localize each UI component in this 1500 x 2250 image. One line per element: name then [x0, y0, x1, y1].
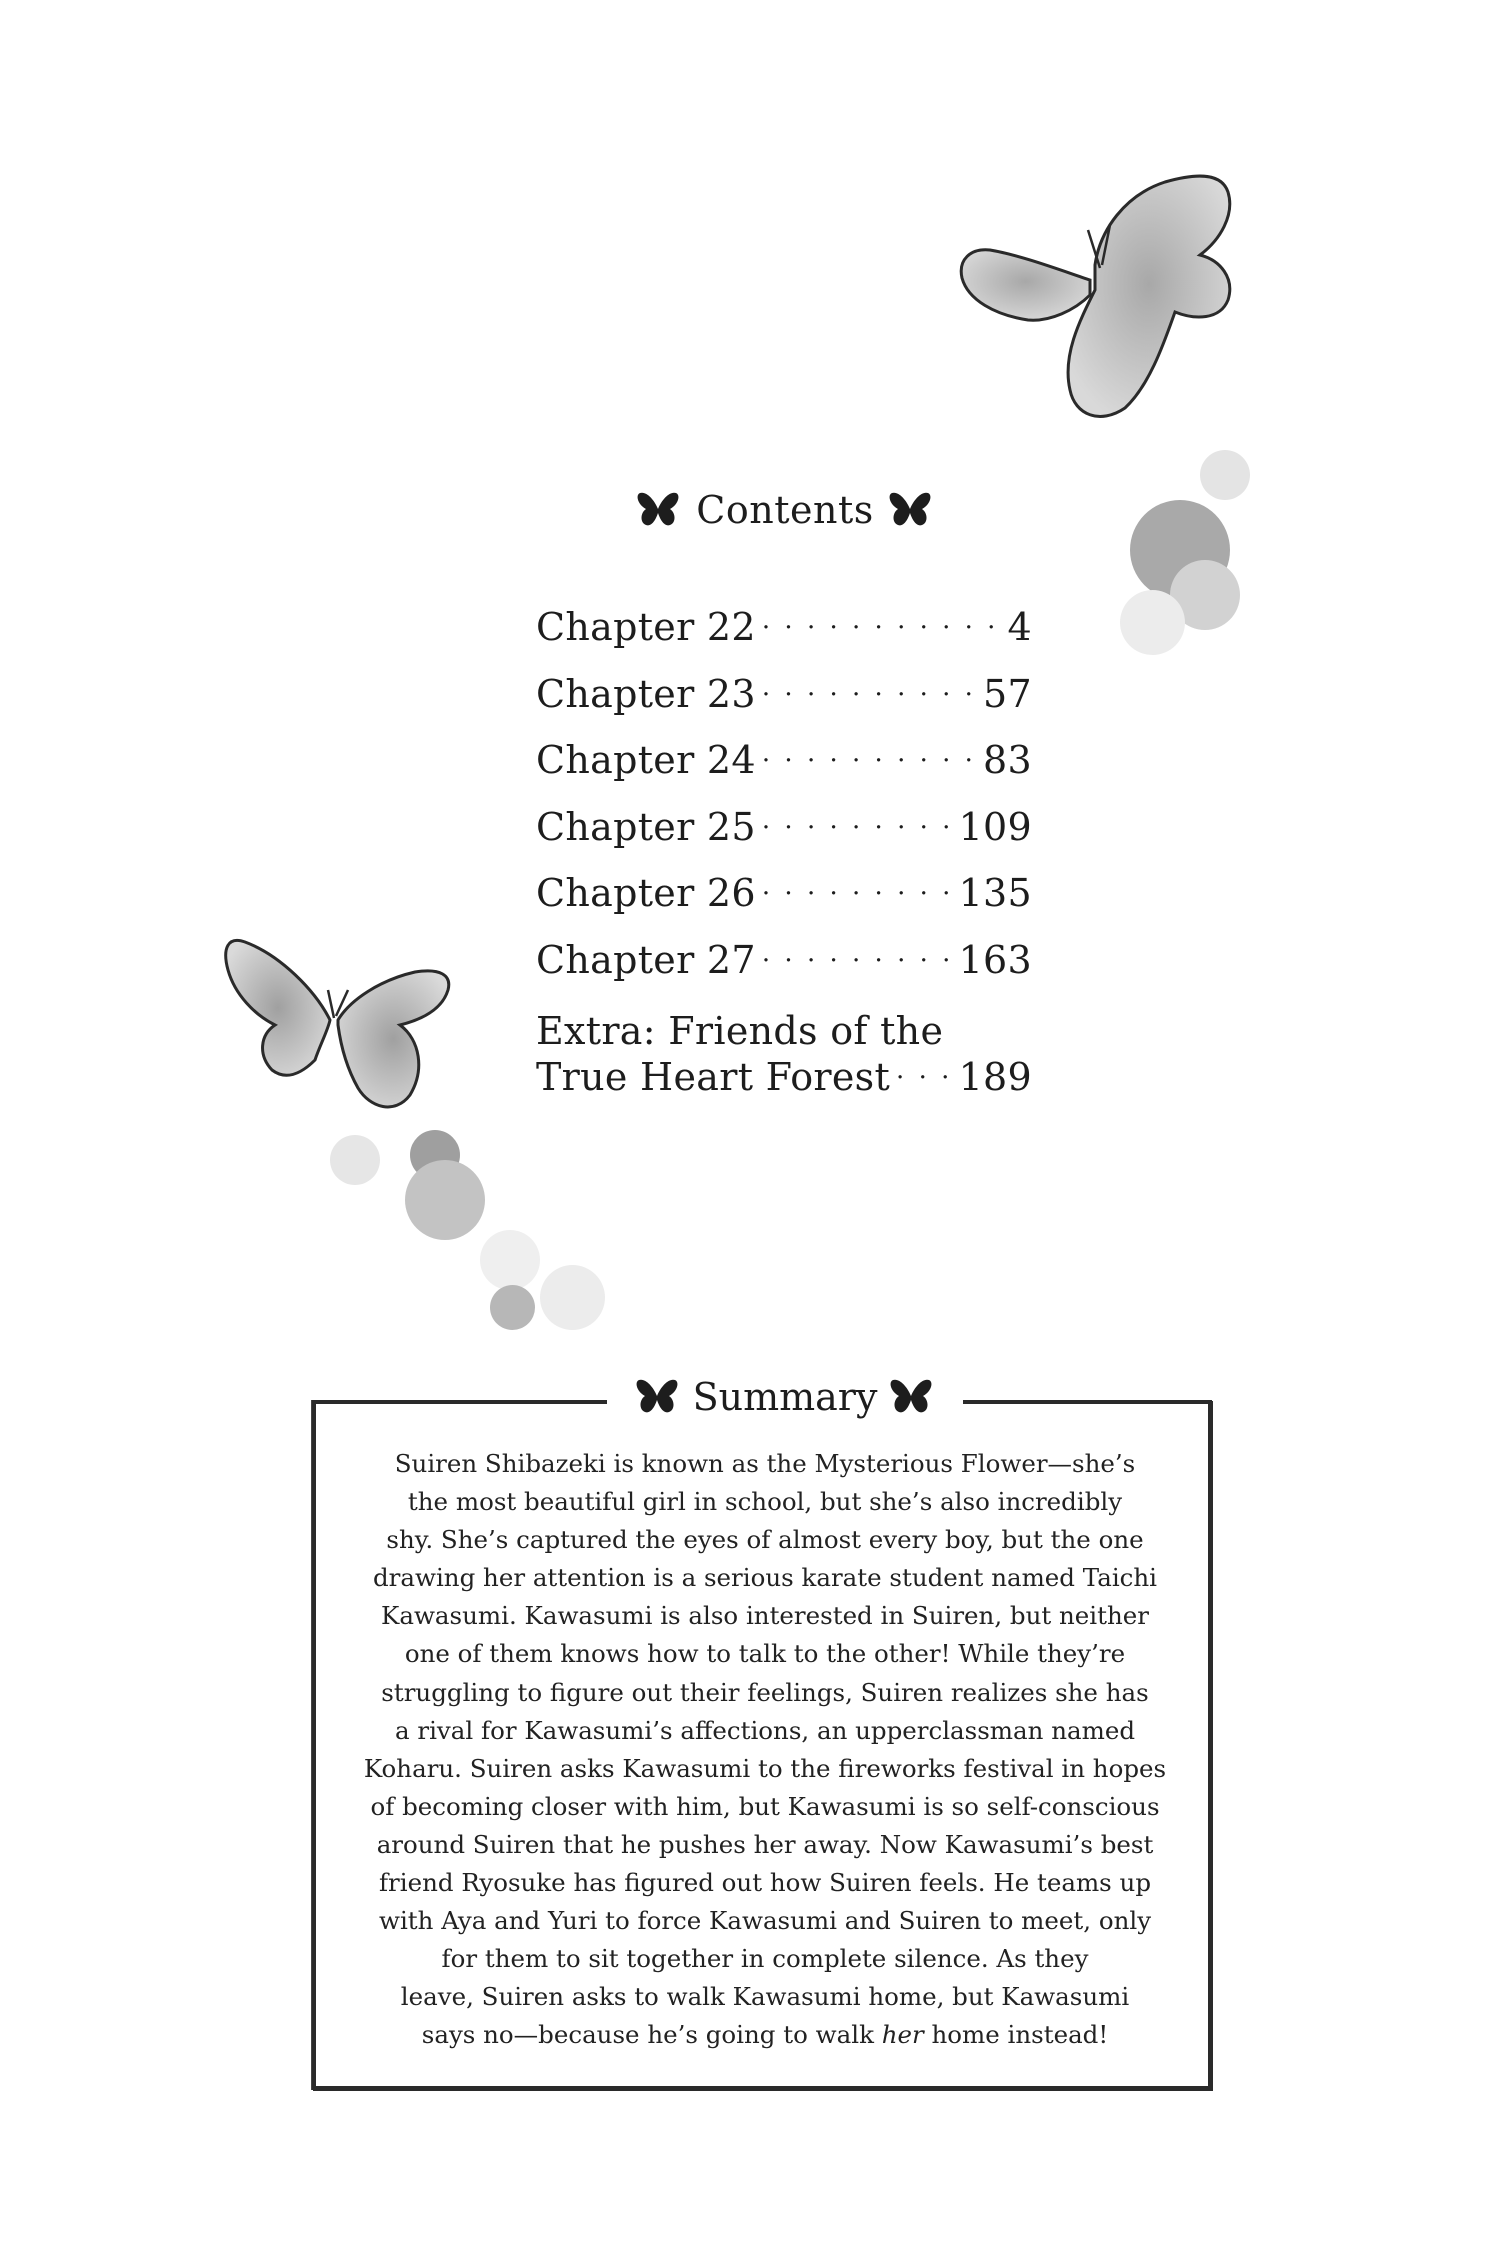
summary-text-span: home instead!: [923, 2020, 1109, 2050]
summary-line: leave, Suiren asks to walk Kawasumi home, but Kawasumi: [400, 1982, 1130, 2012]
toc-entry-page: 4: [1007, 605, 1032, 649]
dot-leader: [762, 946, 953, 976]
toc-extra-title-line2: True Heart Forest: [536, 1055, 891, 1099]
decorative-blob: [490, 1285, 535, 1330]
contents-title: Contents: [696, 488, 874, 532]
butterfly-illustration-left: [220, 930, 460, 1110]
toc-entry-page: 83: [983, 738, 1032, 782]
summary-line: drawing her attention is a serious karate student named Taichi: [372, 1563, 1157, 1593]
toc-entry-page: 135: [958, 871, 1032, 915]
summary-line: of becoming closer with him, but Kawasumi is so self-conscious: [370, 1791, 1160, 1821]
summary-line: Suiren Shibazeki is known as the Mysterious Flower—she’s: [394, 1449, 1136, 1478]
decorative-blob: [540, 1265, 605, 1330]
summary-line: a rival for Kawasumi’s affections, an upperclassman named: [394, 1715, 1136, 1745]
butterfly-icon: [636, 489, 682, 529]
summary-line: shy. She’s captured the eyes of almost every boy, but the one: [386, 1525, 1144, 1555]
dot-leader: [762, 813, 953, 843]
summary-text: [345, 1445, 1185, 2055]
summary-line: one of them knows how to talk to the other! While they’re: [404, 1639, 1126, 1669]
toc-entry: [536, 605, 1032, 672]
toc-entry: [536, 738, 1032, 805]
summary-line-last: [345, 2016, 1185, 2054]
summary-emphasis: her: [881, 2020, 924, 2050]
decorative-blob: [480, 1230, 540, 1290]
dot-leader: [762, 680, 977, 710]
summary-line: Koharu. Suiren asks Kawasumi to the fireworks festival in hopes: [363, 1753, 1167, 1783]
butterfly-icon: [889, 1376, 935, 1416]
dot-leader: [762, 879, 953, 909]
toc-entry: [536, 938, 1032, 1005]
summary-line: with Aya and Yuri to force Kawasumi and Suiren to meet, only: [378, 1906, 1152, 1936]
decorative-blob: [330, 1135, 380, 1185]
toc-entry-extra: [536, 1008, 1032, 1100]
summary-line: Kawasumi. Kawasumi is also interested in Suiren, but neither: [381, 1601, 1149, 1631]
table-of-contents: [536, 605, 1032, 1100]
summary-text-span: says no—because he’s going to walk: [421, 2020, 882, 2050]
summary-line: friend Ryosuke has figured out how Suiren feels. He teams up: [378, 1868, 1152, 1898]
summary-line: struggling to figure out their feelings, Suiren realizes she has: [381, 1677, 1149, 1707]
summary-heading: [0, 1375, 1500, 1419]
toc-entry-title: Chapter 24: [536, 738, 756, 782]
toc-entry-title: Chapter 26: [536, 871, 756, 915]
toc-entry-page: 109: [958, 804, 1032, 849]
toc-entry-title: Chapter 27: [536, 937, 756, 982]
dot-leader: [762, 746, 977, 776]
decorative-blob: [1120, 590, 1185, 655]
toc-entry-page: 189: [958, 1055, 1032, 1099]
summary-line: the most beautiful girl in school, but she’s also incredibly: [407, 1487, 1123, 1517]
toc-entry-page: 57: [983, 671, 1032, 716]
butterfly-illustration-top-right: [950, 170, 1240, 420]
summary-line: for them to sit together in complete silence. As they: [441, 1944, 1089, 1974]
toc-entry-title: Chapter 23: [536, 671, 756, 716]
dot-leader: [896, 1055, 953, 1101]
butterfly-icon: [888, 489, 934, 529]
dot-leader: [762, 613, 1002, 643]
summary-line: around Suiren that he pushes her away. Now Kawasumi’s best: [376, 1829, 1154, 1859]
contents-heading: [0, 488, 1500, 532]
toc-extra-title-line1: Extra: Friends of the: [536, 1009, 944, 1053]
toc-entry-title: Chapter 25: [536, 804, 756, 849]
toc-entry: [536, 805, 1032, 872]
butterfly-icon: [635, 1376, 681, 1416]
toc-entry-page: 163: [958, 937, 1032, 982]
toc-entry: [536, 871, 1032, 938]
summary-title: Summary: [692, 1375, 878, 1419]
toc-entry-title: Chapter 22: [536, 605, 756, 649]
decorative-blob: [405, 1160, 485, 1240]
toc-entry: [536, 672, 1032, 739]
